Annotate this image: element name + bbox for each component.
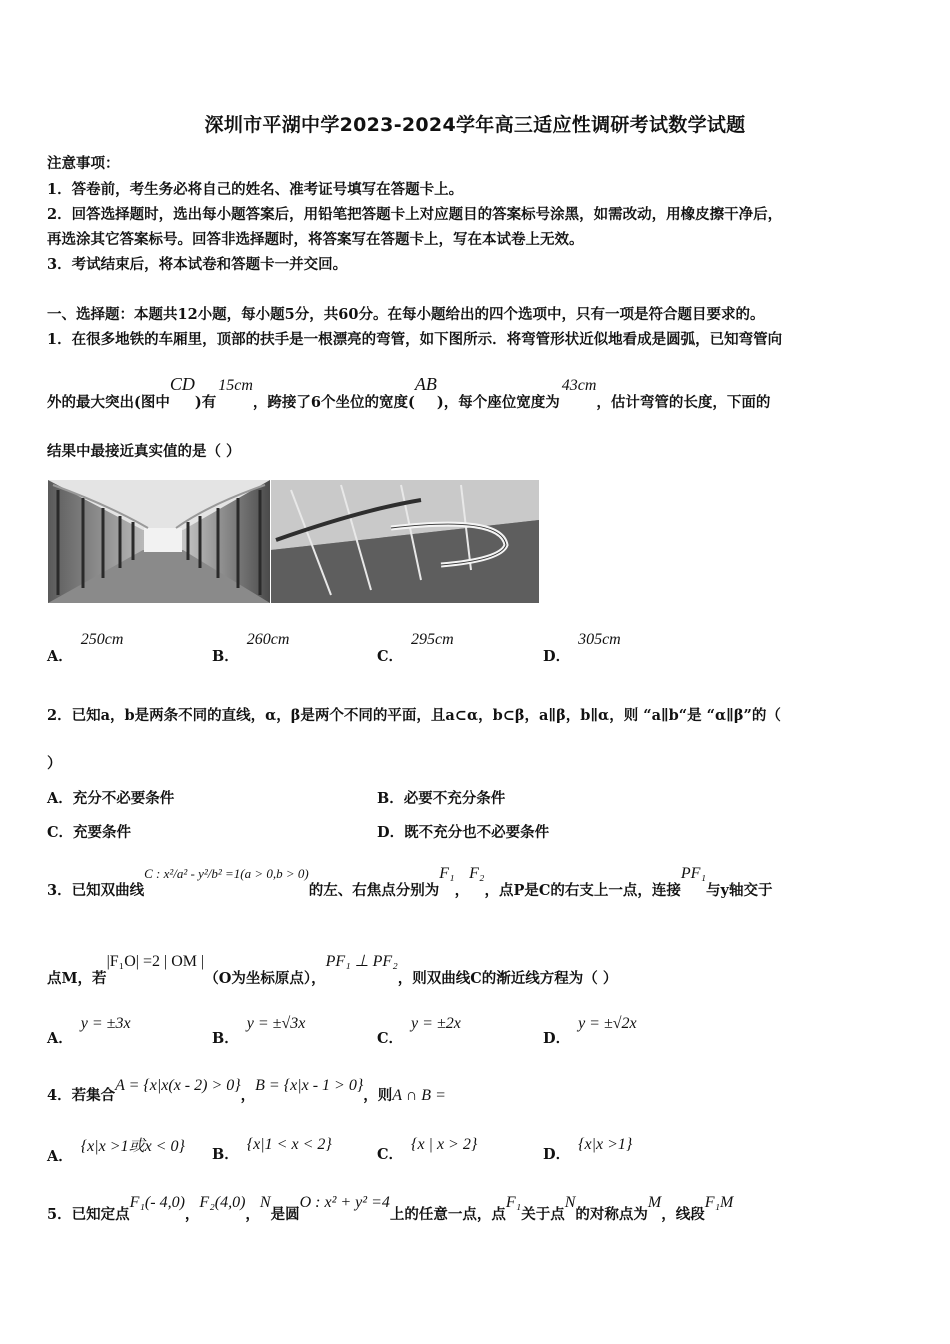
q4-line	[47, 1074, 446, 1104]
q5-f1b: F₁	[505, 1194, 522, 1211]
q3-l2a: 点M，若	[47, 970, 107, 987]
q1-option-c-label: C．	[377, 648, 404, 665]
q2-option-c-value: 充要条件	[73, 824, 132, 841]
q3-mid1: 的左、右焦点分别为	[308, 882, 440, 899]
q3-mid3: 与y轴交于	[706, 882, 773, 899]
notice-item-1: 1．答卷前，考生务必将自己的姓名、准考证号填写在答题卡上。	[47, 181, 464, 198]
q3-option-b-value: y = ±√3x	[246, 1015, 306, 1032]
q3-option-d-value: y = ±√2x	[578, 1015, 637, 1032]
q3-f1: F₁	[439, 865, 455, 882]
q3-comma: ，	[454, 882, 470, 899]
q3-equation: C : x²/a² - y²/b² =1(a > 0,b > 0)	[144, 866, 309, 881]
q1-option-c[interactable]	[377, 628, 454, 665]
q5-line	[47, 1191, 734, 1223]
q4-set-a: A = {x|x(x - 2) > 0}	[115, 1077, 241, 1094]
q5-c1: ，	[184, 1206, 200, 1223]
q4-expr: A ∩ B =	[392, 1087, 446, 1104]
q2-option-d-value: 既不充分也不必要条件	[404, 824, 550, 841]
q3-option-a-label: A．	[47, 1030, 73, 1047]
q5-t2: 上的任意一点，点	[389, 1206, 506, 1223]
q5-f1m: F₁M	[704, 1194, 734, 1211]
q3-l2b: （O为坐标原点），	[204, 970, 326, 987]
q3-line-1	[47, 862, 773, 899]
q1-option-c-value: 295cm	[411, 631, 454, 648]
subway-photo-left	[48, 480, 270, 603]
q5-t3: 关于点	[521, 1206, 565, 1223]
q1-15cm: 15cm	[218, 377, 253, 394]
q3-option-d-label: D．	[543, 1030, 571, 1047]
q3-pf1: PF₁	[680, 865, 707, 882]
q2-option-b-label: B．	[377, 790, 404, 807]
q4-set-b: B = {x|x - 1 > 0}	[255, 1077, 364, 1094]
q4-option-a[interactable]	[47, 1133, 185, 1165]
q4-comma: ，	[240, 1087, 256, 1104]
q3-option-a-value: y = ±3x	[80, 1015, 131, 1032]
q5-c2: ，	[245, 1206, 260, 1223]
q1-ab: AB	[414, 374, 437, 394]
q3-option-c[interactable]	[377, 1012, 461, 1047]
q3-f2: F₂	[469, 865, 485, 882]
q1-option-b-label: B．	[212, 648, 239, 665]
q4-option-a-label: A．	[47, 1148, 73, 1165]
q4-pre: 4．若集合	[47, 1087, 116, 1104]
q4-option-b[interactable]	[212, 1133, 332, 1163]
q3-option-c-value: y = ±2x	[411, 1015, 461, 1032]
q5-n: N	[259, 1194, 271, 1211]
q5-n2: N	[564, 1194, 576, 1211]
q4-option-c-value: {x | x > 2}	[411, 1136, 478, 1153]
q4-post: ，则	[363, 1087, 393, 1104]
q3-pre: 3．已知双曲线	[47, 882, 145, 899]
q1-cd: CD	[169, 374, 195, 394]
q1-option-d[interactable]	[543, 628, 621, 665]
q4-option-b-label: B．	[212, 1146, 239, 1163]
q1-option-b[interactable]	[212, 628, 290, 665]
q2-option-d-label: D．	[377, 824, 405, 841]
q1-line-2	[47, 374, 771, 411]
q2-option-b[interactable]	[377, 787, 505, 808]
q5-m: M	[647, 1194, 662, 1211]
notice-item-2a: 2．回答选择题时，选出每小题答案后，用铅笔把答题卡上对应题目的答案标号涂黑，如需改动，用橡皮擦干净后，	[47, 206, 783, 223]
section-heading: 一、选择题：本题共12小题，每小题5分，共60分。在每小题给出的四个选项中，只有一项是符合题目要求的。	[47, 306, 765, 323]
notice-item-3: 3．考试结束后，将本试卷和答题卡一并交回。	[47, 256, 348, 273]
q5-t1: 是圆	[270, 1206, 300, 1223]
q3-mid2: ，点P是C的右支上一点，连接	[484, 882, 681, 899]
q4-option-d-value: {x|x >1}	[578, 1136, 633, 1153]
q3-option-d[interactable]	[543, 1012, 637, 1047]
q3-line-2	[47, 950, 618, 987]
q1-option-a[interactable]	[47, 628, 124, 665]
q3-condition: |F₁O| =2 | OM |	[106, 953, 205, 970]
q4-option-d[interactable]	[543, 1133, 633, 1163]
q1-option-d-value: 305cm	[578, 631, 621, 648]
q2-option-c[interactable]	[47, 821, 131, 842]
q2-option-d[interactable]	[377, 821, 549, 842]
q5-f2: F₂(4,0)	[199, 1194, 246, 1211]
q3-l2c: ，则双曲线C的渐近线方程为（ ）	[397, 970, 618, 987]
q1-text-a: 外的最大突出(图中	[47, 394, 170, 411]
q4-option-c[interactable]	[377, 1133, 478, 1163]
q5-pre: 5．已知定点	[47, 1206, 130, 1223]
q3-perp: PF₁ ⊥ PF₂	[325, 953, 398, 970]
handrail-photo-right	[271, 480, 539, 603]
q3-option-a[interactable]	[47, 1012, 131, 1047]
q1-option-a-value: 250cm	[80, 631, 124, 648]
q5-t4: 的对称点为	[575, 1206, 648, 1223]
q4-option-c-label: C．	[377, 1146, 404, 1163]
q4-option-b-value: {x|1 < x < 2}	[246, 1136, 332, 1153]
q2-option-c-label: C．	[47, 824, 74, 841]
q1-option-a-label: A．	[47, 648, 73, 665]
q1-option-d-label: D．	[543, 648, 571, 665]
q1-line-1: 1．在很多地铁的车厢里，顶部的扶手是一根漂亮的弯管，如下图所示．将弯管形状近似地看成是圆弧，已知弯管向	[47, 331, 783, 348]
q1-text-c: ，跨接了6个坐位的宽度(	[252, 394, 415, 411]
q4-option-d-label: D．	[543, 1146, 571, 1163]
q2-option-a[interactable]	[47, 787, 174, 808]
q2-line-2: ）	[47, 755, 62, 772]
q3-option-c-label: C．	[377, 1030, 404, 1047]
q2-option-a-value: 充分不必要条件	[72, 790, 175, 807]
q1-text-b: )有	[194, 394, 217, 411]
q4-option-a-value: {x|x >1或x < 0}	[80, 1138, 185, 1155]
q5-t5: ，线段	[661, 1206, 705, 1223]
q2-option-b-value: 必要不充分条件	[403, 790, 506, 807]
q1-text-d: )，每个座位宽度为	[436, 394, 560, 411]
q3-option-b-label: B．	[212, 1030, 239, 1047]
q2-option-a-label: A．	[47, 790, 73, 807]
q1-option-b-value: 260cm	[246, 631, 290, 648]
q1-text-e: ，估计弯管的长度，下面的	[596, 394, 771, 411]
page-title: 深圳市平湖中学2023-2024学年高三适应性调研考试数学试题	[204, 114, 746, 136]
q3-option-b[interactable]	[212, 1012, 306, 1047]
q1-line-3: 结果中最接近真实值的是（ ）	[47, 443, 241, 460]
notice-heading: 注意事项：	[47, 155, 120, 172]
q5-f1: F₁(- 4,0)	[129, 1194, 185, 1211]
notice-item-2b: 再选涂其它答案标号。回答非选择题时，将答案写在答题卡上，写在本试卷上无效。	[47, 231, 584, 248]
q2-line-1: 2．已知a，b是两条不同的直线，α，β是两个不同的平面，且a⊂α，b⊂β，a∥β，b∥α，则 “a∥b“是 “α∥β”的（	[47, 707, 781, 724]
q1-43cm: 43cm	[561, 377, 597, 394]
q5-circle: O : x² + y² =4	[299, 1194, 390, 1211]
